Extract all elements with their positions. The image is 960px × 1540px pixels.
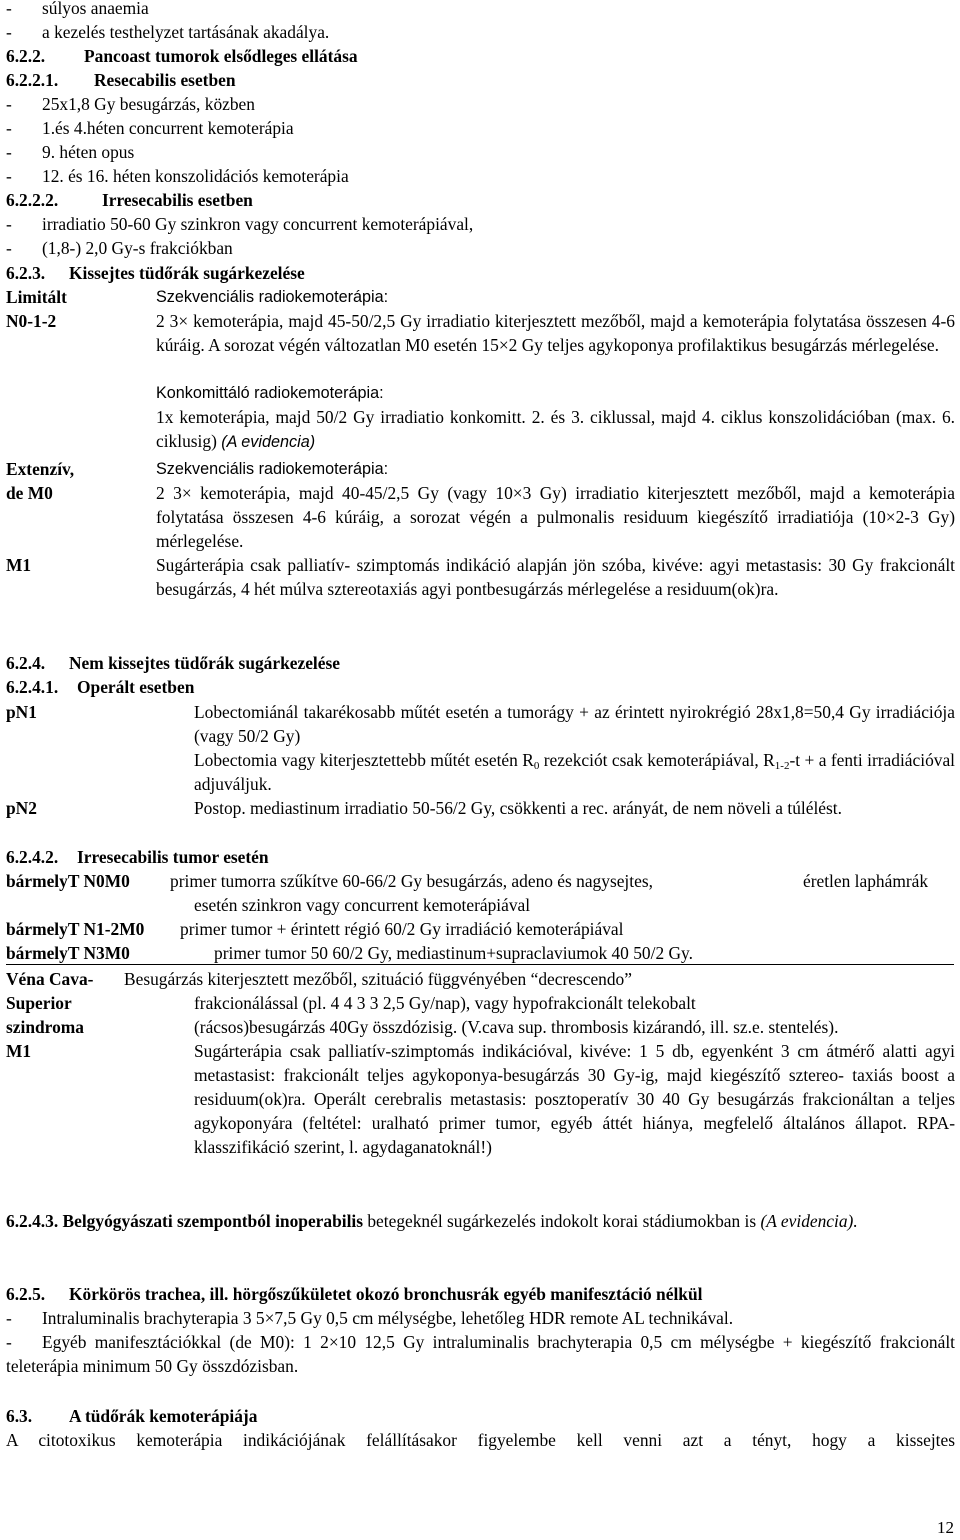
bullet-text: 12. és 16. héten konszolidációs kemoterápia [42, 166, 349, 186]
section-number: 6.2.2. [6, 46, 46, 66]
paragraph: 6.2.4.3. Belgyógyászati szempontból inoperabilis betegeknél sugárkezelés indokolt korai stádiumokban is (A evidencia). [6, 1211, 858, 1231]
bullet-text: irradiatio 50-60 Gy szinkron vagy concurrent kemoterápiával, [42, 214, 474, 234]
paragraph: Lobectomia vagy kiterjesztettebb műtét esetén $R_0$ rezekciót csak kemoterápiával, $R_{1-2}-t + a$ fenti irradiációval adjuváljuk. [194, 750, 956, 794]
divider [6, 964, 954, 965]
bullet-dash: - [6, 238, 12, 258]
bullet-dash: - [6, 1332, 12, 1352]
bullet-text: 25x1,8 Gy besugárzás, közben [42, 94, 255, 114]
row-text: (rácsos)besugárzás 40Gy összdózisig. (V.cava sup. thrombosis kizárandó, ill. sz.e. stentelés). [194, 1017, 839, 1037]
paragraph: Sugárterápia csak palliatív- szimptomás indikáció alapján jön szóba, kivéve: agyi metastasis: 30 Gy frakcionált besugárzás, 4 hét múlva sztereotaxiás agyi pontbesugárzás mérlegelése a residuum(ok)ra. [156, 555, 955, 599]
section-title: Irresecabilis tumor esetén [77, 847, 269, 867]
subheading: Konkomittáló radiokemoterápia: [156, 384, 384, 402]
bullet-text: 1.és 4.héten concurrent kemoterápia [42, 118, 294, 138]
row-label: pN1 [6, 702, 37, 722]
row-text: primer tumor + érintett régió 60/2 Gy irradiáció kemoterápiával [180, 919, 624, 939]
row-text: esetén szinkron vagy concurrent kemoterápiával [194, 895, 531, 915]
bullet-text: 9. héten opus [42, 142, 135, 162]
section-title: Resecabilis esetben [94, 70, 236, 90]
paragraph: Postop. mediastinum irradiatio 50-56/2 Gy, csökkenti a rec. arányát, de nem növeli a túlélést. [194, 798, 842, 818]
bullet-text: súlyos anaemia [42, 0, 149, 18]
section-title: Pancoast tumorok elsődleges ellátása [84, 46, 358, 66]
bullet-dash: - [6, 0, 12, 18]
bullet-dash: - [6, 118, 12, 138]
section-number: 6.2.4.2. [6, 847, 59, 867]
row-text: primer tumor 50 60/2 Gy, mediastinum+supraclaviumok 40 50/2 Gy. [214, 943, 693, 963]
section-number: 6.3. [6, 1406, 33, 1426]
paragraph: Lobectomiánál takarékosabb műtét esetén a tumorágy + az érintett nyirokrégió 28x1,8=50,4 Gy irradiációja (vagy 50/2 Gy) [194, 702, 955, 746]
bullet-text: a kezelés testhelyzet tartásának akadálya. [42, 22, 330, 42]
page-number: 12 [937, 1518, 954, 1537]
bullet-text: Egyéb manifesztációkkal (de M0): 1 2×10 12,5 Gy intraluminalis brachyterapia 0,5 cm mélységbe + kiegészítő frakcionált teleterápia minimum 50 Gy összdózisban. [6, 1332, 955, 1376]
section-number: 6.2.4.1. [6, 677, 59, 697]
row-label: bármelyT N3M0 [6, 943, 130, 963]
paragraph: Sugárterápia csak palliatív-szimptomás indikációval, kivéve: 1 5 db, egyenként 3 cm átmérő alatti agyi metastasist: frakcionált teljes agykoponya-besugárzás 30 Gy-ig, majd kiegészítő sztereo- taxiás boost a residuum(ok)ra. Operált cerebralis metastasis: posztoperatív 30 40 Gy besugárzás frakcionáltan a teljes agykoponyára (feltétel: uralható primer tumor, egyéb áttét hiánya, megfelelő általános állapot. RPA-klasszifikáció szerint, l. agydaganatoknál!) [194, 1041, 955, 1157]
section-number: 6.2.2.1. [6, 70, 59, 90]
row-text: primer tumorra szűkítve 60-66/2 Gy besugárzás, adeno és nagysejtes, [170, 871, 653, 891]
evidence-note: (A evidencia) [221, 433, 316, 451]
paragraph: 2 3× kemoterápia, majd 45-50/2,5 Gy irradiatio kiterjesztett mezőből, majd a kemoterápia folytatása összesen 4-6 kúráig. A sorozat végén változatlan M0 esetén 15×2 Gy teljes agykoponya profilaktikus besugárzás mérlegelése. [156, 311, 955, 355]
bullet-text: Intraluminalis brachyterapia 3 5×7,5 Gy 0,5 cm mélységbe, lehetőleg HDR remote AL technikával. [42, 1308, 734, 1328]
row-label: pN2 [6, 798, 37, 818]
section-title: Irresecabilis esetben [102, 190, 253, 210]
row-label: M1 [6, 1041, 32, 1061]
bullet-dash: - [6, 1308, 12, 1328]
row-label: bármelyT N0M0 [6, 871, 130, 891]
section-number: 6.2.4. [6, 653, 46, 673]
section-title: Körkörös trachea, ill. hörgőszűkületet okozó bronchusrák egyéb manifesztáció nélkül [69, 1284, 703, 1304]
section-title: Nem kissejtes tüdőrák sugárkezelése [69, 653, 340, 673]
paragraph [156, 405, 955, 454]
section-number: 6.2.5. [6, 1284, 46, 1304]
row-label: Extenzív, [6, 459, 75, 479]
paragraph: 2 3× kemoterápia, majd 40-45/2,5 Gy (vagy 10×3 Gy) irradiatio kiterjesztett mezőből, majd a kemoterápia folytatása összesen 4-6 kúráig, a sorozat végén a pulmonalis residuum kiegészítő irradiatiója (10×2-3 Gy) mérlegelése. [156, 483, 955, 551]
bullet-dash: - [6, 22, 12, 42]
row-label: de M0 [6, 483, 53, 503]
subheading: Szekvenciális radiokemoterápia: [156, 460, 389, 478]
bullet-text: (1,8-) 2,0 Gy-s frakciókban [42, 238, 233, 258]
section-number: 6.2.2.2. [6, 190, 59, 210]
bullet-dash: - [6, 94, 12, 114]
bullet-dash: - [6, 166, 12, 186]
section-title: Kissejtes tüdőrák sugárkezelése [69, 263, 305, 283]
row-text: éretlen laphámrák [803, 871, 929, 891]
bullet-dash: - [6, 214, 12, 234]
row-label: Limitált [6, 287, 67, 307]
subheading: Szekvenciális radiokemoterápia: [156, 288, 389, 306]
paragraph: A citotoxikus kemoterápia indikációjának felállításakor figyelembe kell venni azt a tényt, hogy a kissejtes [6, 1430, 955, 1450]
row-label: bármelyT N1-2M0 [6, 919, 145, 939]
row-text: Besugárzás kiterjesztett mezőből, szituáció függvényében “decrescendo” [124, 969, 632, 989]
bullet-dash: - [6, 142, 12, 162]
row-label: N0-1-2 [6, 311, 57, 331]
row-text: frakcionálással (pl. 4 4 3 3 2,5 Gy/nap), vagy hypofrakcionált telekobalt [194, 993, 696, 1013]
section-title: Operált esetben [77, 677, 195, 697]
row-label: Véna Cava- [6, 969, 94, 989]
paragraph-text: 1x kemoterápia, majd 50/2 Gy irradiatio konkomitt. 2. és 3. ciklussal, majd 4. ciklus konszolidációban (max. 6. ciklusig) [156, 407, 955, 451]
row-label: szindroma [6, 1017, 84, 1037]
section-number: 6.2.3. [6, 263, 46, 283]
row-label: Superior [6, 993, 72, 1013]
row-label: M1 [6, 555, 32, 575]
section-title: A tüdőrák kemoterápiája [69, 1406, 258, 1426]
